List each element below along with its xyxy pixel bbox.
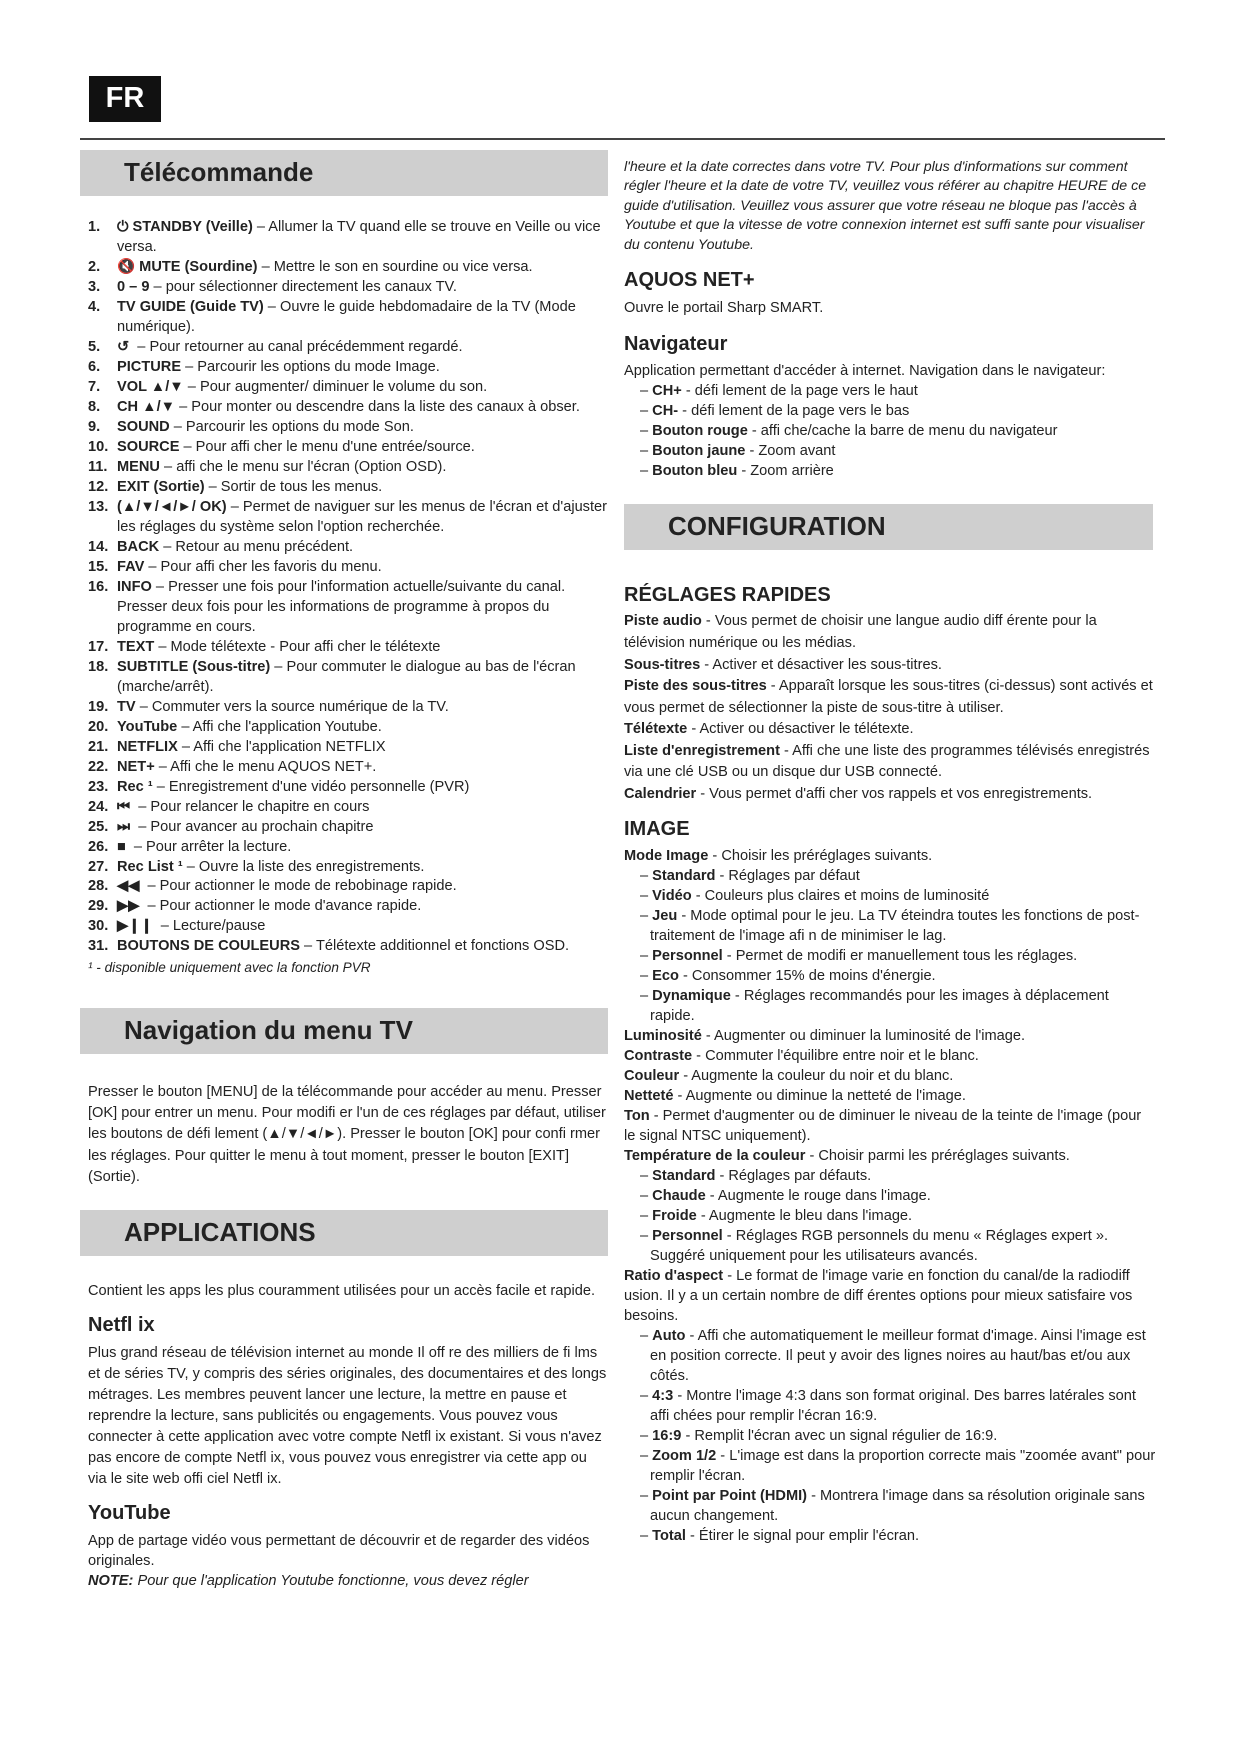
item-text [117,338,608,358]
aspect-ratio-item-desc: - Montre l'image 4:3 dans son format original. Des barres latérales sont affi chées pour remplir l'écran 16:9. [650,1387,1136,1424]
picture-param-item-desc: - Augmente la couleur du noir et du blanc. [679,1067,954,1084]
picture-param-item-key: Couleur [624,1067,680,1084]
picture-param-item-desc: - Augmenter ou diminuer la luminosité de l'image. [701,1027,1026,1044]
picture-param-item [624,1047,1156,1067]
item-text [117,638,608,658]
color-temp-item-key: Chaude [652,1187,706,1204]
color-temp-item-key: Personnel [652,1227,723,1244]
right-column [624,150,1156,1547]
item-key: MENU [117,458,160,475]
browser-key-item-key: Bouton jaune [652,442,746,459]
item-number: 30. [88,918,109,935]
item-number: 5. [88,338,101,355]
item-number: 31. [88,938,109,955]
aspect-ratio-item: – 16:9 - Remplit l'écran avec un signal régulier de 16:9. [640,1427,998,1444]
remote-button-icon: ◀◀ [117,878,140,895]
item-number: 28. [88,878,109,895]
left-column [80,150,608,1592]
language-tab: FR [89,76,161,122]
remote-item [80,718,608,738]
youtube-note-continued: l'heure et la date correctes dans votre TV. Pour plus d'informations sur comment régler l'heure et la date de votre TV, veuillez vous référer au chapitre HEURE de ce guide d'utilisation. Veuillez vous assurer que votre réseau ne bloque pas l'accès à Youtube et que la vitesse de votre connexion internet est suffi sante pour visualiser du contenu Youtube. [624,159,1147,253]
item-text [117,778,608,798]
item-number: 10. [88,438,109,455]
item-text [117,358,608,378]
item-text [117,478,608,498]
aspect-ratio-item-key: Auto [652,1327,686,1344]
picture-mode-item-key: Eco [652,967,679,984]
item-key: CH ▲/▼ [117,398,176,415]
item-number: 11. [88,458,108,475]
item-number: 29. [88,898,109,915]
item-key: NET+ [117,758,155,775]
item-desc: – Pour commuter le dialogue au bas de l'écran (marche/arrêt). [117,658,576,695]
item-desc: – Affi che l'application NETFLIX [177,738,386,755]
browser-key-item: – Bouton rouge - affi che/cache la barre de menu du navigateur [640,422,1058,439]
item-number: 1. [88,219,101,235]
color-temp-item: – Standard - Réglages par défauts. [640,1167,872,1184]
remote-item [80,897,608,917]
item-desc: – pour sélectionner directement les canaux TV. [149,278,457,295]
browser-key-item-key: Bouton rouge [652,422,748,439]
item-text [117,578,608,638]
item-text [117,897,608,917]
item-key: Rec List ¹ [117,858,183,875]
item-number: 3. [88,278,101,295]
remote-item [80,658,608,698]
item-desc: – Mode télétexte - Pour affi cher le télétexte [154,638,441,655]
item-text [117,718,608,738]
item-number: 4. [88,298,101,315]
item-number: 22. [88,758,109,775]
remote-button-icon: ⏻ [117,219,129,235]
color-temp-item-desc: - Augmente le bleu dans l'image. [696,1207,913,1224]
color-temp-item-desc: - Augmente le rouge dans l'image. [705,1187,931,1204]
item-key: TV [117,698,136,715]
item-text [117,298,608,338]
remote-item [80,298,608,338]
remote-item [80,838,608,858]
aspect-ratio-item-desc: - Montrera l'image dans sa résolution originale sans aucun changement. [650,1487,1145,1524]
item-desc: – Enregistrement d'une vidéo personnelle (PVR) [152,778,470,795]
aspect-ratio-item-desc: - Étirer le signal pour emplir l'écran. [685,1527,920,1544]
quick-settings-heading: RÉGLAGES RAPIDES [624,583,831,606]
item-text [117,877,608,897]
picture-mode-item: – Standard - Réglages par défaut [640,868,860,885]
browser-key-item-desc: - défi lement de la page vers le haut [681,383,918,400]
header-rule [80,138,1165,140]
remote-item [80,438,608,458]
item-text [117,917,608,937]
remote-item [80,218,608,258]
item-desc: – Pour actionner le mode d'avance rapide. [143,898,422,915]
picture-param-item-key: Contraste [624,1047,693,1064]
item-desc: – Pour avancer au prochain chapitre [134,818,374,835]
item-number: 2. [88,258,101,275]
browser-key-item: – Bouton jaune - Zoom avant [640,442,836,459]
quick-setting-item-desc: - Vous permet de choisir une langue audio diff érente pour la télévision numérique ou les médias. [624,613,1097,651]
browser-key-item-key: CH- [652,403,679,419]
item-number: 19. [88,698,109,715]
item-key: TEXT [117,638,155,655]
item-desc: – Ouvre la liste des enregistrements. [182,858,425,875]
item-desc: – Mettre le son en sourdine ou vice versa. [257,258,533,275]
picture-mode-item-desc: - Consommer 15% de moins d'énergie. [678,967,936,984]
item-text [117,418,608,438]
quick-setting-item [624,784,1156,806]
item-text [117,498,608,538]
remote-item [80,877,608,897]
item-key: FAV [117,558,145,575]
item-key: STANDBY (Veille) [132,219,253,235]
aspect-ratio-item: – Total - Étirer le signal pour emplir l'écran. [640,1527,920,1544]
item-key: (▲/▼/◄/►/ OK) [117,498,227,515]
item-key: BACK [117,538,160,555]
item-text [117,218,608,258]
remote-heading: Télécommande [80,150,608,196]
item-text [117,438,608,458]
remote-button-icon: ■ [117,838,126,855]
aspect-ratio-item-desc: - L'image est dans la proportion correcte mais "zoomée avant" pour remplir l'écran. [650,1447,1156,1484]
item-number: 23. [88,778,109,795]
remote-item [80,478,608,498]
item-text [117,818,608,838]
netflix-text: Plus grand réseau de télévision internet au monde Il off re des milliers de fi lms et de séries TV, y compris des séries originales, des documentaires et des longs métrages. Les membres peuvent lancer une lecture, la mettre en pause et reprendre la lecture, sans publicités ou engagements. Vous pouvez vous connecter à cette application avec votre compte Netfl ix existant. Si vous n'avez pas encore de compte Netfl ix, vous pouvez vous enregistrer via cette app ou via le site web offi ciel Netfl ix. [88,1345,607,1488]
item-number: 13. [88,498,109,515]
picture-mode-item-desc: - Couleurs plus claires et moins de luminosité [691,888,990,905]
item-key: INFO [117,578,152,595]
item-number: 16. [88,578,109,595]
item-number: 15. [88,558,109,575]
quick-setting-item-desc: - Affi che une liste des programmes télévisés enregistrés via une clé USB ou un disque dur USB connecté. [624,742,1150,781]
picture-mode-line: Mode Image - Choisir les préréglages suivants. [624,848,933,865]
browser-key-item-key: Bouton bleu [652,462,738,479]
color-temp-item-desc: - Réglages RGB personnels du menu « Réglages expert ». Suggéré uniquement pour les utilisateurs avancés. [650,1227,1109,1264]
aspect-ratio-item-key: Point par Point (HDMI) [652,1487,808,1504]
item-key: MUTE (Sourdine) [139,258,258,275]
nav-menu-text: Presser le bouton [MENU] de la télécommande pour accéder au menu. Presser [OK] pour entrer un menu. Pour modifi er l'un de ces réglages par défaut, utiliser les boutons de défi lement (▲/▼/◄/►). Presser le bouton [OK] pour confi rmer les réglages. Pour quitter le menu à tout moment, presser le bouton [EXIT] (Sortie). [88,1084,606,1185]
browser-key-item: – CH- - défi lement de la page vers le bas [640,403,910,419]
color-temp-item-key: Froide [652,1207,697,1224]
picture-param-item-desc: - Augmente ou diminue la netteté de l'image. [673,1087,966,1104]
remote-item [80,278,608,298]
picture-param-item-key: Netteté [624,1087,674,1104]
remote-item [80,698,608,718]
item-key: NETFLIX [117,738,178,755]
aspect-ratio-item: – Point par Point (HDMI) - Montrera l'image dans sa résolution originale sans aucun changement. [640,1487,1145,1524]
remote-item [80,638,608,658]
applications-heading: APPLICATIONS [80,1210,608,1256]
aquos-heading: AQUOS NET+ [624,269,755,292]
remote-item [80,538,608,558]
item-text [117,458,608,478]
item-number: 18. [88,658,109,675]
picture-mode-item-desc: - Réglages recommandés pour les images à déplacement rapide. [650,987,1109,1024]
picture-mode-item-key: Standard [652,868,716,885]
picture-mode-item-desc: - Permet de modifi er manuellement tous les réglages. [722,947,1078,964]
item-desc: – Commuter vers la source numérique de la TV. [135,698,449,715]
picture-mode-item-desc: - Mode optimal pour le jeu. La TV éteindra toutes les fonctions de post-traitement de l'image afi n de minimiser le lag. [650,908,1140,944]
remote-button-icon: ⏭ [117,818,131,835]
quick-setting-item [624,719,1156,741]
item-text [117,258,608,278]
item-text [117,658,608,698]
item-desc: – Ouvre le guide hebdomadaire de la TV (Mode numérique). [117,298,576,335]
picture-mode-item: – Vidéo - Couleurs plus claires et moins de luminosité [640,888,990,905]
item-text [117,398,608,418]
item-desc: – Retour au menu précédent. [159,538,354,555]
netflix-heading: Netfl ix [88,1313,155,1336]
item-desc: – Permet de naviguer sur les menus de l'écran et d'ajuster les réglages du système selon l'option recherchée. [117,498,608,535]
aspect-ratio-item: – Zoom 1/2 - L'image est dans la proportion correcte mais "zoomée avant" pour remplir l'écran. [640,1447,1156,1484]
browser-key-item: – Bouton bleu - Zoom arrière [640,462,834,479]
remote-item [80,858,608,878]
item-desc: – Presser une fois pour l'information actuelle/suivante du canal. Presser deux fois pour les informations de programme à propos du programme en cours. [117,578,566,635]
remote-item [80,558,608,578]
item-text [117,378,608,398]
item-text [117,698,608,718]
picture-mode-item: – Jeu - Mode optimal pour le jeu. La TV éteindra toutes les fonctions de post-traitement de l'image afi n de minimiser le lag. [640,908,1140,944]
color-temp-list [624,1167,1156,1267]
browser-key-item-desc: - Zoom avant [745,442,836,459]
quick-setting-item-desc: - Activer ou désactiver le télétexte. [687,721,914,738]
color-temp-item-key: Standard [652,1167,716,1184]
remote-item [80,578,608,638]
color-temp-item: – Chaude - Augmente le rouge dans l'image. [640,1187,931,1204]
quick-setting-item-desc: - Activer et désactiver les sous-titres. [700,656,942,673]
item-key: VOL ▲/▼ [117,378,184,395]
item-desc: – Pour relancer le chapitre en cours [134,798,370,815]
youtube-heading: YouTube [88,1502,171,1525]
item-key: Rec ¹ [117,778,153,795]
remote-item [80,258,608,278]
item-desc: – Parcourir les options du mode Image. [181,358,440,375]
item-number: 17. [88,638,109,655]
picture-mode-item-key: Personnel [652,947,723,964]
aspect-ratio-item: – 4:3 - Montre l'image 4:3 dans son format original. Des barres latérales sont affi chées pour remplir l'écran 16:9. [640,1387,1136,1424]
item-key: SOUND [117,418,170,435]
item-key: 0 – 9 [117,278,150,295]
color-temp-item-desc: - Réglages par défauts. [715,1167,872,1184]
item-text [117,558,608,578]
remote-item [80,498,608,538]
item-text [117,838,608,858]
picture-mode-list [624,867,1156,1027]
item-text [117,738,608,758]
remote-button-icon: ↺ [117,338,130,355]
item-number: 27. [88,858,109,875]
remote-item [80,418,608,438]
item-number: 25. [88,818,109,835]
item-text [117,278,608,298]
remote-item [80,758,608,778]
aspect-ratio-line: Ratio d'aspect - Le format de l'image varie en fonction du canal/de la radiodiff usion. Il y a un certain nombre de diff érentes options pour mieux satisfaire vos besoins. [624,1267,1133,1324]
quick-setting-item [624,611,1156,654]
remote-item [80,937,608,957]
item-number: 24. [88,798,109,815]
item-number: 6. [88,358,101,375]
browser-key-item-desc: - défi lement de la page vers le bas [678,403,910,419]
browser-key-item-desc: - Zoom arrière [737,462,834,479]
item-desc: – affi che le menu sur l'écran (Option OSD). [159,458,447,475]
picture-param-item-key: Luminosité [624,1027,702,1044]
picture-mode-item-desc: - Réglages par défaut [715,868,860,885]
aquos-text: Ouvre le portail Sharp SMART. [624,299,824,316]
item-text [117,798,608,818]
item-key: EXIT (Sortie) [117,478,205,495]
picture-mode-item-key: Dynamique [652,987,731,1004]
quick-setting-item-key: Liste d'enregistrement [624,742,780,759]
item-desc: – Pour affi cher les favoris du menu. [144,558,382,575]
item-desc: – Pour augmenter/ diminuer le volume du son. [183,378,488,395]
browser-key-list [624,382,1156,482]
remote-item [80,358,608,378]
picture-mode-item-key: Vidéo [652,888,692,905]
item-number: 20. [88,718,109,735]
quick-setting-item-desc: - Vous permet d'affi cher vos rappels et vos enregistrements. [696,786,1093,803]
remote-item [80,338,608,358]
item-desc: – Pour arrêter la lecture. [129,838,292,855]
item-desc: – Affi che l'application Youtube. [177,718,382,735]
item-text [117,937,608,957]
item-key: SUBTITLE (Sous-titre) [117,658,271,675]
quick-setting-item [624,676,1156,719]
browser-key-item: – CH+ - défi lement de la page vers le haut [640,383,918,400]
item-key: BOUTONS DE COULEURS [117,938,300,955]
picture-mode-item: – Personnel - Permet de modifi er manuellement tous les réglages. [640,947,1078,964]
quick-setting-item-key: Télétexte [624,721,688,738]
item-number: 12. [88,478,109,495]
picture-param-item [624,1087,1156,1107]
image-heading: IMAGE [624,817,690,840]
quick-setting-item-key: Piste des sous-titres [624,678,767,695]
aspect-ratio-item-key: 4:3 [652,1387,674,1404]
aspect-ratio-item-key: Total [652,1527,686,1544]
nav-menu-heading: Navigation du menu TV [80,1008,608,1054]
remote-item [80,818,608,838]
picture-param-item-key: Ton [624,1107,650,1124]
remote-item [80,398,608,418]
browser-key-item-desc: - affi che/cache la barre de menu du navigateur [747,422,1058,439]
configuration-heading: CONFIGURATION [624,504,1153,550]
remote-item [80,917,608,937]
color-temp-item: – Froide - Augmente le bleu dans l'image. [640,1207,913,1224]
color-temp-line: Température de la couleur - Choisir parmi les préréglages suivants. [624,1147,1070,1164]
browser-key-item-key: CH+ [652,383,682,400]
item-text [117,858,608,878]
picture-mode-item-key: Jeu [652,908,678,925]
browser-text: Application permettant d'accéder à internet. Navigation dans le navigateur: [624,363,1106,380]
item-desc: – Lecture/pause [156,918,266,935]
item-desc: – Pour actionner le mode de rebobinage rapide. [143,878,457,895]
item-desc: – Pour monter ou descendre dans la liste des canaux à obser. [175,398,580,415]
picture-param-item-desc: - Commuter l'équilibre entre noir et le blanc. [692,1047,979,1064]
picture-mode-item: – Dynamique - Réglages recommandés pour les images à déplacement rapide. [640,987,1109,1024]
item-desc: – Pour affi cher le menu d'une entrée/source. [179,438,475,455]
item-desc: – Allumer la TV quand elle se trouve en Veille ou vice versa. [117,219,601,255]
aspect-ratio-item-desc: - Remplit l'écran avec un signal régulier de 16:9. [681,1427,998,1444]
quick-setting-item [624,741,1156,784]
youtube-text: App de partage vidéo vous permettant de découvrir et de regarder des vidéos originales. [88,1532,590,1569]
remote-item [80,798,608,818]
picture-param-item [624,1067,1156,1087]
color-temp-item: – Personnel - Réglages RGB personnels du menu « Réglages expert ». Suggéré uniquement pour les utilisateurs avancés. [640,1227,1109,1264]
item-desc: – Pour retourner au canal précédemment regardé. [133,338,463,355]
quick-setting-item-key: Calendrier [624,786,697,803]
item-text [117,758,608,778]
aspect-ratio-item-desc: - Affi che automatiquement le meilleur format d'image. Ainsi l'image est en position correcte. Il peut y avoir des lignes noires au haut/bas et/ou aux côtés. [650,1327,1146,1384]
remote-button-icon: ⏮ [117,798,131,815]
item-key: TV GUIDE (Guide TV) [117,298,264,315]
item-desc: – Parcourir les options du mode Son. [169,418,414,435]
remote-item [80,378,608,398]
picture-param-item [624,1107,1156,1147]
quick-setting-item-key: Sous-titres [624,656,701,673]
applications-intro: Contient les apps les plus couramment utilisées pour un accès facile et rapide. [88,1282,595,1299]
pvr-footnote: ¹ - disponible uniquement avec la fonction PVR [88,960,371,976]
item-key: SOURCE [117,438,180,455]
aspect-ratio-item: – Auto - Affi che automatiquement le meilleur format d'image. Ainsi l'image est en position correcte. Il peut y avoir des lignes noires au haut/bas et/ou aux côtés. [640,1327,1146,1384]
item-desc: – Sortir de tous les menus. [204,478,383,495]
item-number: 14. [88,538,109,555]
item-key: YouTube [117,718,178,735]
aspect-ratio-item-key: 16:9 [652,1427,682,1444]
remote-item [80,458,608,478]
remote-button-icon: ▶▶ [117,898,140,915]
quick-setting-item-desc: - Apparaît lorsque les sous-titres (ci-dessus) sont activés et vous permet de sélectionner la piste de sous-titre à utiliser. [624,678,1153,716]
item-number: 7. [88,378,101,395]
remote-list [80,218,608,957]
item-number: 8. [88,398,101,415]
item-desc: – Télétexte additionnel et fonctions OSD. [299,938,570,955]
picture-param-item-desc: - Permet d'augmenter ou de diminuer le niveau de la teinte de l'image (pour le signal NTSC uniquement). [624,1107,1142,1144]
item-text [117,538,608,558]
remote-button-icon: ▶❙❙ [117,918,153,935]
youtube-note: NOTE: Pour que l'application Youtube fonctionne, vous devez régler [88,1572,529,1589]
browser-heading: Navigateur [624,332,728,355]
remote-item [80,778,608,798]
remote-button-icon: 🔇 [117,258,136,275]
quick-setting-item-key: Piste audio [624,613,702,630]
item-key: PICTURE [117,358,182,375]
item-number: 21. [88,738,109,755]
aspect-ratio-item-key: Zoom 1/2 [652,1447,717,1464]
remote-item [80,738,608,758]
picture-params-list [624,1027,1156,1147]
picture-param-item [624,1027,1156,1047]
quick-settings-list [624,611,1156,805]
item-number: 26. [88,838,109,855]
item-number: 9. [88,418,101,435]
quick-setting-item [624,655,1156,677]
item-desc: – Affi che le menu AQUOS NET+. [154,758,377,775]
aspect-ratio-list [624,1327,1156,1547]
picture-mode-item: – Eco - Consommer 15% de moins d'énergie. [640,967,936,984]
